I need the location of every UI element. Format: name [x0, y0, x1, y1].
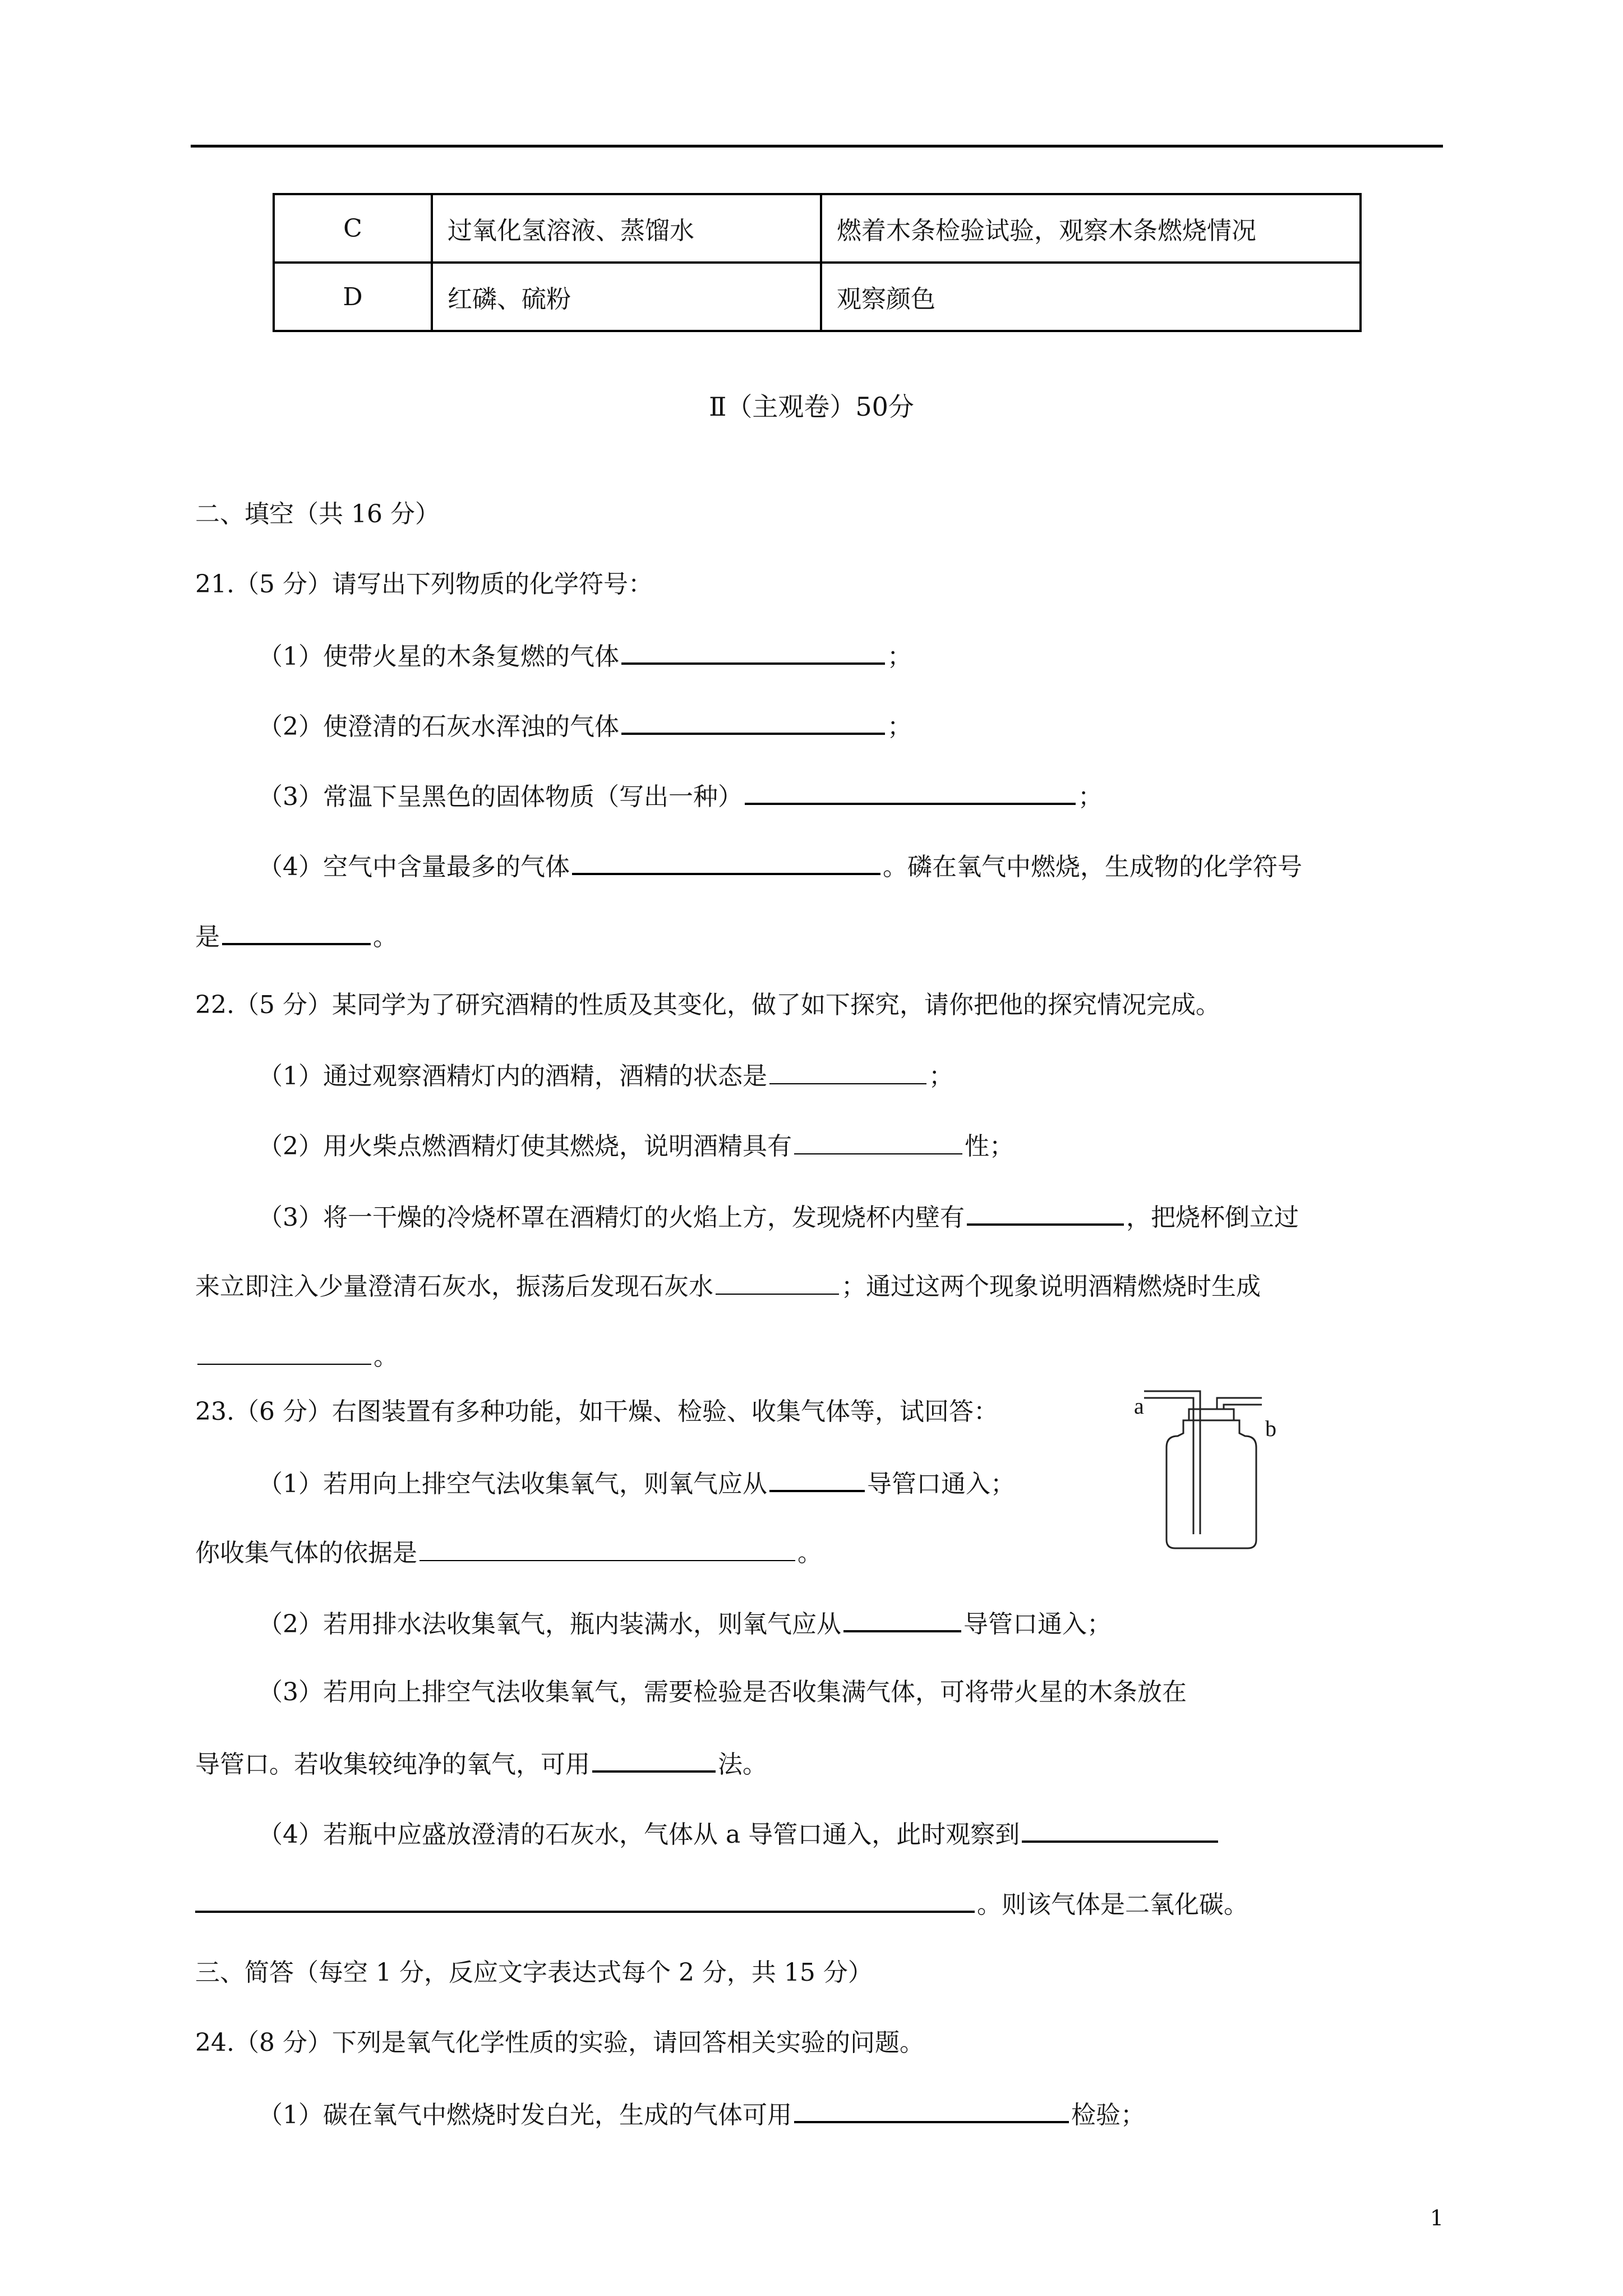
q22-item3 — [258, 1199, 1299, 1235]
q22-item2-text: （2）用火柴点燃酒精灯使其燃烧，说明酒精具有 — [258, 1132, 792, 1161]
q24-item1-text: （1）碳在氧气中燃烧时发白光，生成的气体可用 — [258, 2101, 792, 2129]
answer-blank[interactable] — [195, 1886, 975, 1913]
q23-item2 — [258, 1605, 1112, 1641]
label-b: b — [1265, 1416, 1276, 1441]
q21-item4-cont — [195, 918, 398, 954]
q23-item2-text: （2）若用排水法收集氧气，瓶内装满水，则氧气应从 — [258, 1610, 841, 1639]
answer-blank[interactable] — [592, 1746, 716, 1773]
q22-item2 — [258, 1129, 1014, 1163]
table-row — [274, 263, 1361, 331]
answer-blank[interactable] — [716, 1269, 839, 1295]
part2-title: Ⅱ（主观卷）50分 — [709, 392, 914, 422]
answer-blank[interactable] — [769, 1059, 926, 1084]
q22-item3-cont — [195, 1269, 1261, 1304]
section3-heading: 三、简答（每空 1 分，反应文字表达式每个 2 分，共 15 分） — [195, 1958, 873, 1987]
option-letter: C — [274, 194, 432, 263]
q22-item3-text2: ，把烧杯倒立过 — [1126, 1203, 1299, 1232]
answer-blank[interactable] — [794, 2096, 1069, 2123]
answer-blank[interactable] — [222, 918, 371, 945]
page-number: 1 — [1430, 2206, 1444, 2230]
q23-item3-cont — [195, 1746, 767, 1782]
q22-item3-text: （3）将一干燥的冷烧杯罩在酒精灯的火焰上方，发现烧杯内壁有 — [258, 1203, 965, 1232]
q23-item4-text: （4）若瓶中应盛放澄清的石灰水，气体从 a 导管口通入，此时观察到 — [258, 1820, 1020, 1849]
q22-item2-text2: 性； — [965, 1132, 1014, 1161]
punct: 。 — [374, 1342, 398, 1371]
q21-item4 — [258, 848, 1302, 884]
option-substances: 红磷、硫粉 — [432, 263, 821, 331]
q22-item1 — [258, 1059, 953, 1093]
q21-item1 — [258, 638, 912, 674]
q22-stem: 22.（5 分）某同学为了研究酒精的性质及其变化，做了如下探究，请你把他的探究情况完成。 — [195, 991, 1220, 1019]
q23-item3: （3）若用向上排空气法收集氧气，需要检验是否收集满气体，可将带火星的木条放在 — [258, 1678, 1187, 1706]
q23-item4 — [258, 1816, 1220, 1852]
q22-item3-text3: 来立即注入少量澄清石灰水，振荡后发现石灰水 — [195, 1272, 713, 1301]
q24-item1 — [258, 2096, 1145, 2132]
punct: ； — [929, 1062, 953, 1091]
q21-item3-text: （3）常温下呈黑色的固体物质（写出一种） — [258, 783, 743, 811]
option-substances: 过氧化氢溶液、蒸馏水 — [432, 194, 821, 263]
q22-item3-text4: ；通过这两个现象说明酒精燃烧时生成 — [841, 1272, 1261, 1301]
q23-item4-cont — [195, 1886, 1248, 1922]
answer-blank[interactable] — [621, 708, 885, 735]
answer-blank[interactable] — [197, 1339, 371, 1365]
q23-item1-cont — [195, 1535, 822, 1570]
option-method: 燃着木条检验试验，观察木条燃烧情况 — [821, 194, 1361, 263]
q22-item1-text: （1）通过观察酒精灯内的酒精，酒精的状态是 — [258, 1062, 767, 1091]
answer-blank[interactable] — [745, 778, 1076, 805]
punct: ； — [1078, 783, 1103, 811]
q21-item4-text2: 。磷在氧气中燃烧，生成物的化学符号 — [883, 853, 1302, 881]
answer-blank[interactable] — [794, 1129, 962, 1154]
q23-item1-text: （1）若用向上排空气法收集氧气，则氧气应从 — [258, 1470, 767, 1498]
q23-item1-text2: 导管口通入； — [867, 1470, 1015, 1498]
q21-item1-text: （1）使带火星的木条复燃的气体 — [258, 642, 619, 671]
q23-stem: 23.（6 分）右图装置有多种功能，如干燥、检验、收集气体等，试回答： — [195, 1397, 998, 1426]
punct: 。 — [797, 1539, 822, 1567]
q23-item3-text2: 导管口。若收集较纯净的氧气，可用 — [195, 1750, 590, 1779]
punct: 。 — [373, 923, 398, 951]
option-method: 观察颜色 — [821, 263, 1361, 331]
punct: ； — [887, 712, 912, 741]
q23-item3-text3: 法。 — [718, 1750, 767, 1779]
q21-stem: 21.（5 分）请写出下列物质的化学符号： — [195, 570, 653, 599]
q21-item3 — [258, 778, 1103, 814]
label-a: a — [1134, 1393, 1144, 1419]
answer-blank[interactable] — [572, 848, 880, 875]
option-letter: D — [274, 263, 432, 331]
q21-item4-text: （4）空气中含量最多的气体 — [258, 853, 570, 881]
answer-blank[interactable] — [419, 1535, 795, 1561]
q21-item4-text3: 是 — [195, 923, 220, 951]
section2-heading: 二、填空（共 16 分） — [195, 500, 440, 528]
answer-blank[interactable] — [769, 1465, 865, 1492]
options-table — [273, 193, 1362, 332]
q23-item1-text3: 你收集气体的依据是 — [195, 1539, 417, 1567]
gas-washing-bottle-diagram — [1133, 1380, 1301, 1576]
punct: ； — [887, 642, 912, 671]
q23-item1 — [258, 1465, 1015, 1501]
q23-item2-text2: 导管口通入； — [963, 1610, 1112, 1639]
answer-blank[interactable] — [1022, 1816, 1218, 1843]
q24-item1-text2: 检验； — [1071, 2101, 1145, 2129]
answer-blank[interactable] — [843, 1605, 961, 1632]
table-row — [274, 194, 1361, 263]
q21-item2-text: （2）使澄清的石灰水浑浊的气体 — [258, 712, 619, 741]
q23-item4-text2: 。则该气体是二氧化碳。 — [977, 1890, 1248, 1919]
header-rule — [191, 145, 1443, 148]
answer-blank[interactable] — [967, 1199, 1124, 1226]
answer-blank[interactable] — [621, 638, 885, 665]
q22-item3-end — [195, 1339, 398, 1374]
q21-item2 — [258, 708, 912, 744]
q24-stem: 24.（8 分）下列是氧气化学性质的实验，请回答相关实验的问题。 — [195, 2028, 924, 2057]
